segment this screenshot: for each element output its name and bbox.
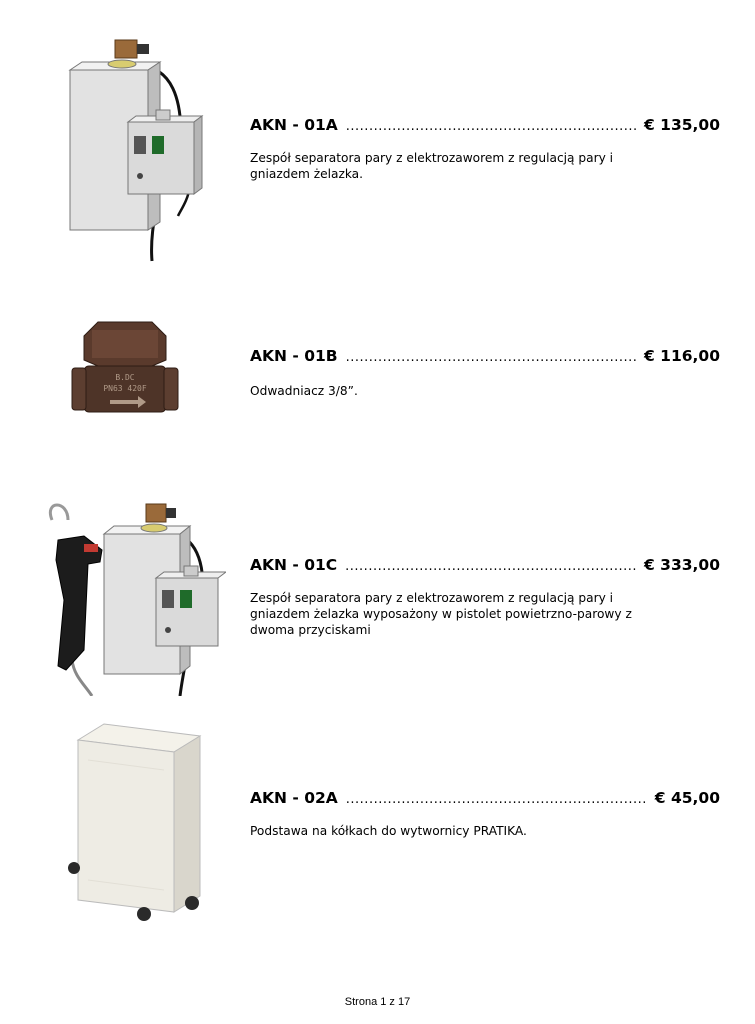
product-description: Podstawa na kółkach do wytwornicy PRATIKA.: [250, 824, 527, 838]
product-description: Zespół separatora pary z elektrozaworem z regulacją pary i gniazdem żelazka wyposażony w pistolet powietrzno-parowy z dwoma przyciskami: [250, 591, 632, 637]
product-code: AKN - 01A: [250, 116, 338, 134]
product-price: € 45,00: [654, 789, 720, 807]
steam-separator-image: [60, 36, 210, 264]
product-code: AKN - 01C: [250, 556, 338, 574]
product-price: € 135,00: [644, 116, 720, 134]
product-title-row: [250, 556, 720, 578]
leader-dots: [346, 119, 636, 134]
valve-marking-2: PN63 420F: [103, 384, 147, 393]
page-number: Strona 1 z 17: [344, 996, 411, 1008]
product-title-row: [250, 347, 720, 369]
product-description: Odwadniacz 3/8”.: [250, 384, 358, 398]
wheeled-base-image: [64, 720, 214, 926]
valve-marking-1: B.DC: [115, 373, 135, 382]
separator-with-gun-image: [44, 500, 226, 696]
product-price: € 333,00: [644, 556, 720, 574]
product-code: AKN - 02A: [250, 789, 338, 807]
steam-trap-image: [70, 316, 180, 416]
product-price: € 116,00: [644, 347, 720, 365]
leader-dots: [346, 350, 636, 365]
product-description: Zespół separatora pary z elektrozaworem z regulacją pary i gniazdem żelazka.: [250, 151, 614, 181]
product-code: AKN - 01B: [250, 347, 338, 365]
product-title-row: [250, 789, 720, 811]
product-title-row: [250, 116, 720, 138]
leader-dots: [345, 559, 636, 574]
leader-dots: [346, 792, 647, 807]
